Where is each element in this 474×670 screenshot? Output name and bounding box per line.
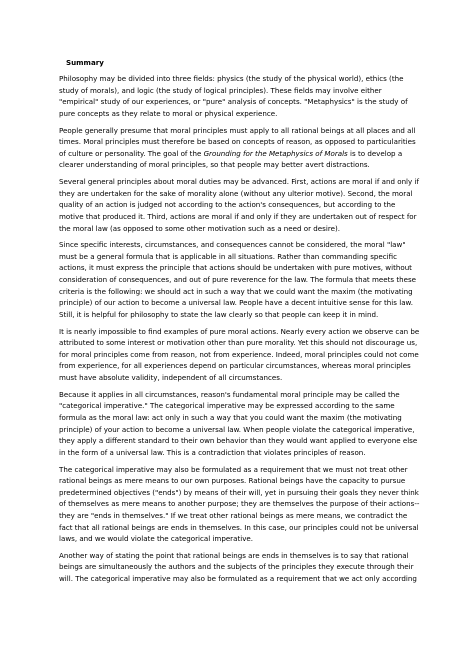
paragraph-8: Another way of stating the point that rational beings are ends in themselves is to say that rational beings are simultaneously the authors and the subjects of the principles they execute through their will. The categorical imperative may also be formulated as a requirement that we act only according — [59, 550, 417, 584]
paragraph-7: The categorical imperative may also be formulated as a requirement that we must not treat other rational beings as mere means to our own purposes. Rational beings have the capacity to pursue predetermined objectives ("ends") by means of their will, yet in pursuing their goals they never think of themselves as mere means to another purpose; they are themselves the purpose of their actions--they are "ends in themselves." If we treat other rational beings as mere means, we contradict the fact that all rational beings are ends in themselves. In this case, our principles could not be universal laws, and we would violate the categorical imperative. — [59, 464, 420, 544]
paragraph-2 — [59, 125, 421, 171]
paragraph-4: Since specific interests, circumstances, and consequences cannot be considered, the moral "law" must be a general formula that is applicable in all situations. Rather than commanding specific actions, it must express the principle that actions should be undertaken with pure motives, without consideration of consequences, and out of pure reverence for the law. The formula that meets these criteria is the following: we should act in such a way that we could want the maxim (the motivating principle) of our action to become a universal law. People have a decent intuitive sense for this law. Still, it is helpful for philosophy to state the law clearly so that people can keep it in mind. — [59, 240, 417, 319]
paragraph-6: Because it applies in all circumstances, reason's fundamental moral principle may be called the "categorical imperative." The categorical imperative may be expressed according to the same formula as the moral law: act only in such a way that you could want the maxim (the motivating principle) of your action to become a universal law. When people violate the categorical imperative, they apply a different standard to their own behavior than they would want applied to everyone else in the form of a universal law. This is a contradiction that violates principles of reason. — [59, 389, 418, 457]
paragraph-5: It is nearly impossible to find examples of pure moral actions. Nearly every action we observe can be attributed to some interest or motivation other than pure morality. Yet this should not discourage us, for moral principles come from reason, not from experience. Indeed, moral principles could not come from experience, for all experiences depend on particular circumstances, whereas moral principles must have absolute validity, independent of all circumstances. — [59, 326, 420, 382]
paragraph-3: Several general principles about moral duties may be advanced. First, actions are moral if and only if they are undertaken for the sake of morality alone (without any ulterior motive). Second, the moral quality of an action is judged not according to the action's consequences, but according to the motive that produced it. Third, actions are moral if and only if they are undertaken out of respect for the moral law (as opposed to some other motivation such as a need or desire). — [59, 177, 419, 233]
paragraph-2-before: People generally presume that moral principles must apply to all rational beings at all places and all times. Moral principles must therefore be based on concepts of reason, as opposed to particularities of culture or personality. The goal of the — [59, 125, 416, 158]
document-body — [59, 57, 421, 585]
document-title: Summary — [66, 58, 104, 67]
paragraph-2-after: is to develop a clearer understanding of moral principles, so that people may better avert distractions. — [59, 148, 403, 170]
paragraph-1: Philosophy may be divided into three fields: physics (the study of the physical world), ethics (the study of morals), and logic (the study of logical principles). These fields may involve either "empirical" study of our experiences, or "pure" analysis of concepts. "Metaphysics" is the study of pure concepts as they relate to moral or physical experience. — [59, 74, 408, 118]
book-title-italic: Grounding for the Metaphysics of Morals — [203, 148, 348, 158]
